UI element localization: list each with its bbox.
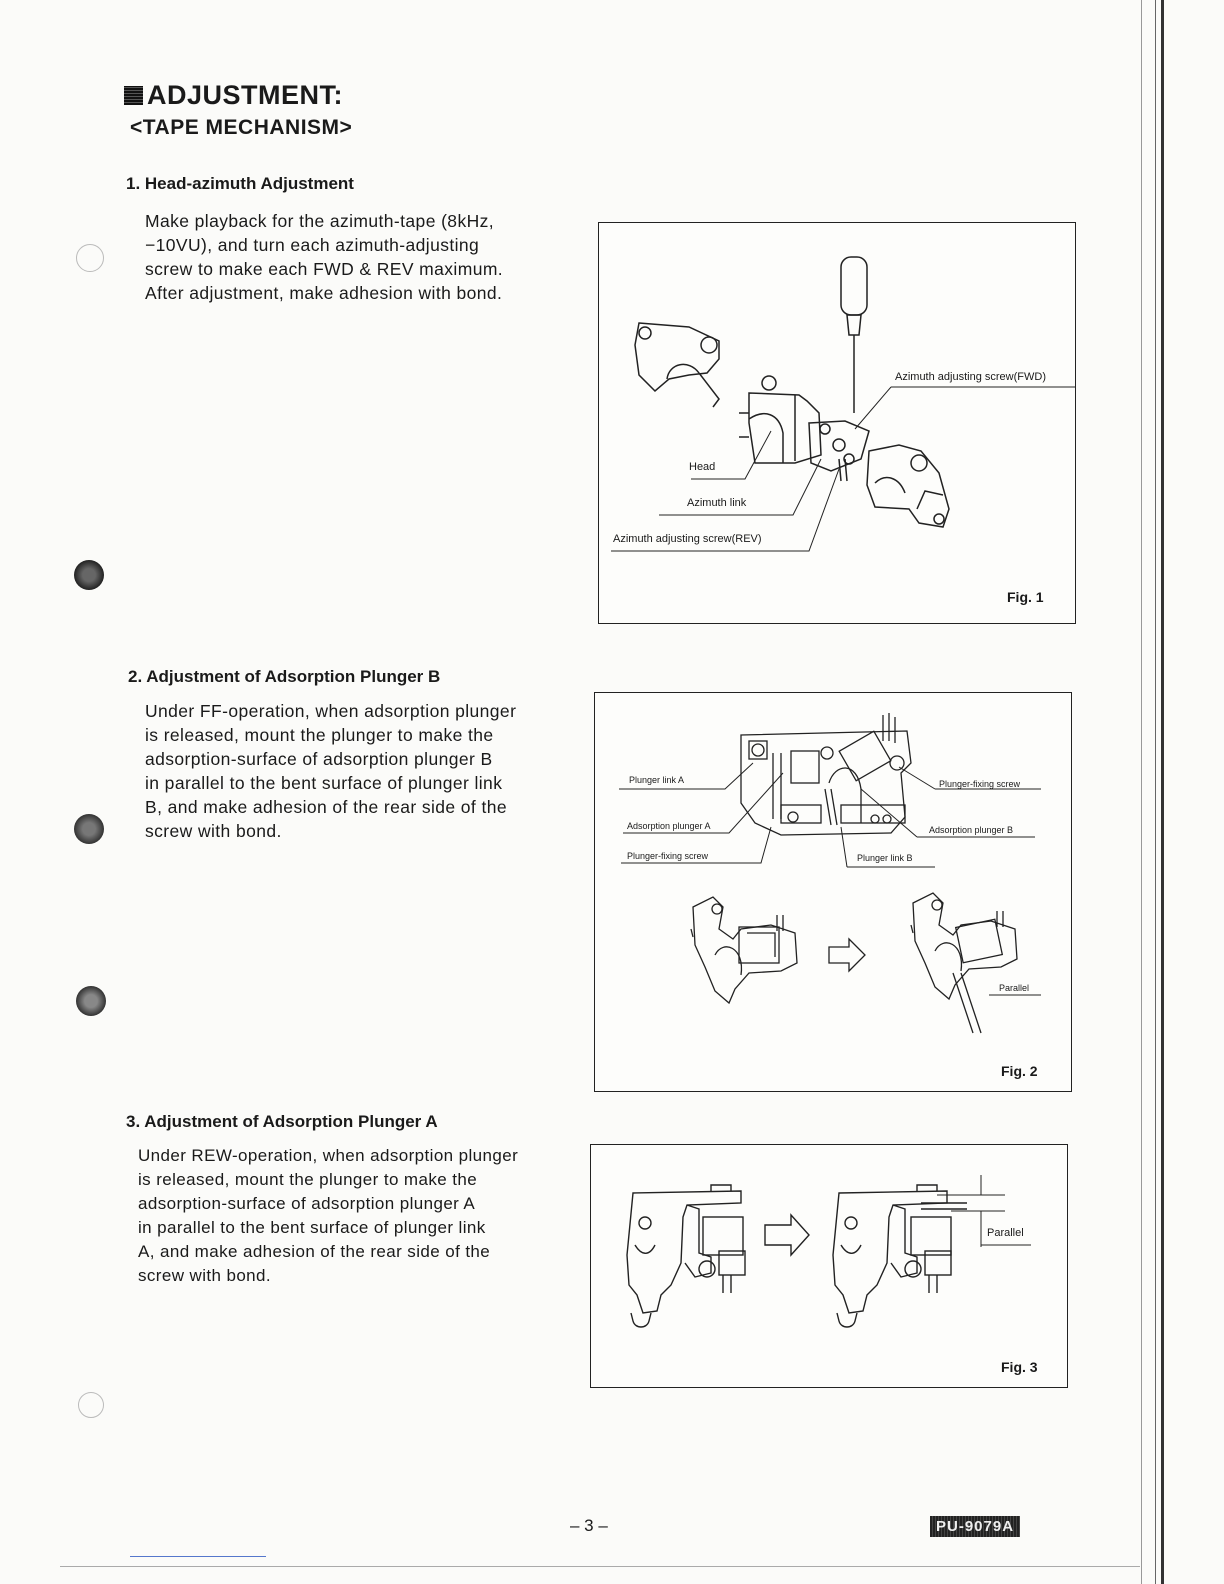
figure-2-label: Fig. 2	[1001, 1063, 1038, 1079]
section-1-title: 1. Head-azimuth Adjustment	[126, 174, 354, 193]
text-line: screw to make each FWD & REV maximum.	[145, 259, 504, 279]
section-3-title: 3. Adjustment of Adsorption Plunger A	[126, 1112, 438, 1131]
page-edge-line	[1141, 0, 1142, 1584]
callout-parallel: Parallel	[987, 1227, 1024, 1239]
text-line: A, and make adhesion of the rear side of the	[138, 1242, 491, 1261]
callout-azimuth-screw-rev: Azimuth adjusting screw(REV)	[613, 533, 762, 545]
figure-1	[598, 222, 1076, 624]
margin-mark-icon	[74, 814, 104, 844]
text-line: screw with bond.	[145, 821, 282, 841]
text-line: adsorption-surface of adsorption plunger B	[145, 749, 493, 769]
section-1-body	[145, 209, 503, 305]
callout-adsorption-plunger-b: Adsorption plunger B	[929, 825, 1014, 835]
text-line: −10VU), and turn each azimuth-adjusting	[145, 235, 480, 255]
bottom-rule	[60, 1566, 1140, 1567]
section-2-title: 2. Adjustment of Adsorption Plunger B	[128, 667, 441, 686]
text-line: adsorption-surface of adsorption plunger A	[138, 1194, 476, 1213]
text-line: screw with bond.	[138, 1266, 272, 1285]
page-number: – 3 –	[570, 1516, 608, 1535]
page-edge-line	[1161, 0, 1164, 1584]
page-title-text: ADJUSTMENT:	[147, 80, 344, 110]
margin-mark-icon	[76, 986, 106, 1016]
callout-plunger-link-b: Plunger link B	[857, 853, 913, 863]
callout-head: Head	[689, 461, 716, 473]
text-line: Under FF-operation, when adsorption plunger	[145, 701, 517, 721]
figure-3	[590, 1144, 1068, 1388]
section-2-body	[145, 699, 516, 843]
section-3-body	[138, 1144, 518, 1288]
underline-rule	[130, 1556, 266, 1557]
model-number-badge: PU-9079A	[930, 1516, 1020, 1537]
text-line: Under REW-operation, when adsorption plunger	[138, 1146, 519, 1165]
head-azimuth-illustration	[599, 223, 1075, 623]
callout-azimuth-screw-fwd: Azimuth adjusting screw(FWD)	[895, 371, 1046, 383]
figure-2	[594, 692, 1072, 1092]
callout-azimuth-link: Azimuth link	[687, 497, 747, 509]
square-bullet-icon	[124, 86, 143, 105]
text-line: Make playback for the azimuth-tape (8kHz,	[145, 211, 495, 231]
text-line: in parallel to the bent surface of plunger link	[145, 773, 503, 793]
text-line: is released, mount the plunger to make the	[138, 1170, 478, 1189]
callout-parallel: Parallel	[999, 983, 1030, 993]
callout-plunger-fixing-screw-right: Plunger-fixing screw	[939, 779, 1021, 789]
text-line: After adjustment, make adhesion with bond.	[145, 283, 503, 303]
page-title	[124, 80, 343, 111]
text-line: is released, mount the plunger to make the	[145, 725, 494, 745]
margin-mark-icon	[78, 1392, 104, 1418]
text-line: in parallel to the bent surface of plunger link	[138, 1218, 486, 1237]
plunger-b-illustration	[595, 693, 1071, 1091]
text-line: B, and make adhesion of the rear side of the	[145, 797, 507, 817]
page-subtitle: <TAPE MECHANISM>	[130, 116, 353, 139]
plunger-a-illustration	[591, 1145, 1067, 1387]
callout-plunger-fixing-screw-left: Plunger-fixing screw	[627, 851, 709, 861]
figure-1-label: Fig. 1	[1007, 589, 1044, 605]
margin-mark-icon	[76, 244, 104, 272]
page-edge-line	[1155, 0, 1156, 1584]
callout-adsorption-plunger-a: Adsorption plunger A	[627, 821, 711, 831]
figure-3-label: Fig. 3	[1001, 1359, 1038, 1375]
margin-mark-icon	[74, 560, 104, 590]
callout-plunger-link-a: Plunger link A	[629, 775, 685, 785]
